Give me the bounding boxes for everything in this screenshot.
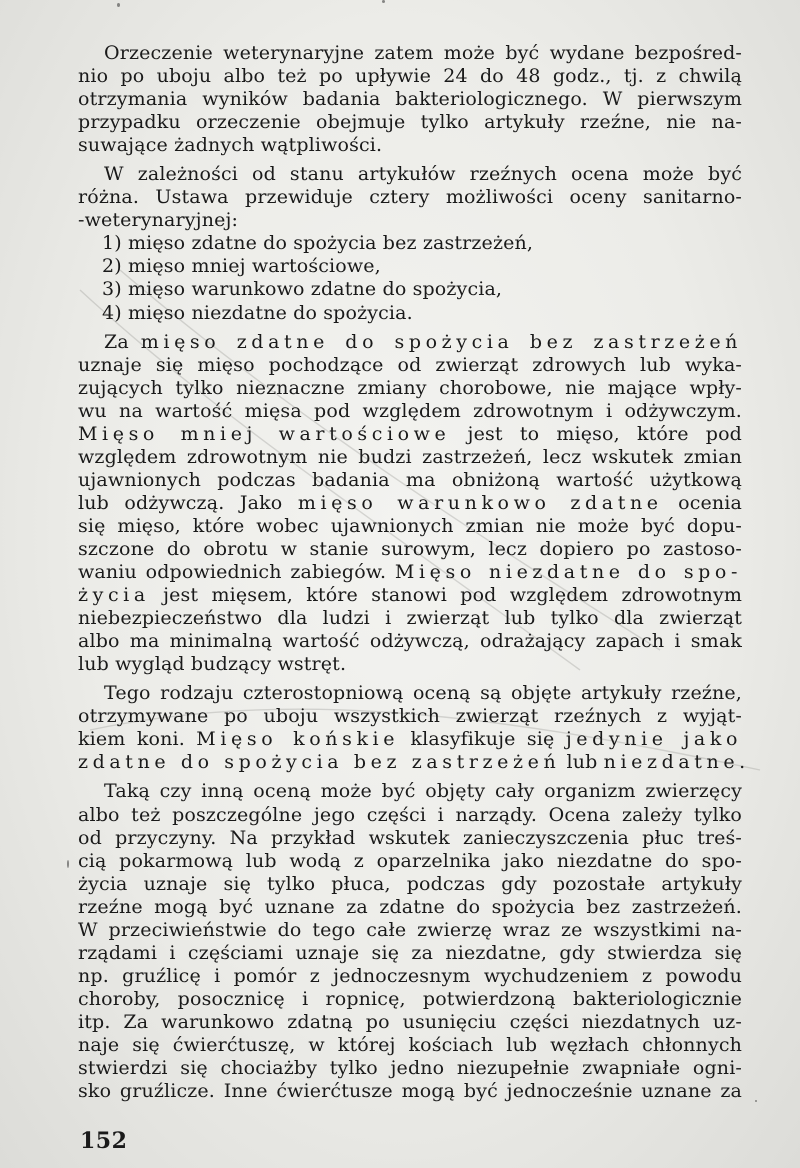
paragraph [78,780,742,1103]
print-speck [755,1100,757,1102]
text-line: Taką czy inną oceną może być objęty cały organizm zwierzęcy [104,780,742,803]
text-line: niebezpieczeństwo dla ludzi i zwierząt lub tylko dla zwierząt [78,607,742,630]
spaced-emphasis: Mięso końskie [196,728,400,751]
print-speck [117,3,120,7]
text-line: uznaje się mięso pochodzące od zwierząt zdrowych lub wyka- [78,353,742,376]
text-line: W przeciwieństwie do tego całe zwierzę wraz ze wszystkimi na- [78,918,742,941]
text-line: otrzymywane po uboju wszystkich zwierząt rzeźnych z wyjąt- [78,705,742,728]
text-line: -weterynaryjnej: [78,209,239,232]
text-segment: lub [560,751,604,774]
text-line: albo ma minimalną wartość odżywczą, odrażający zapach i smak [78,630,742,653]
paragraph [78,42,742,157]
text-segment: jest to mięso, które pod [450,422,742,445]
text-segment: Za [104,330,141,353]
text-line: wu na wartość mięsa pod względem zdrowotnym i odżywczym. [78,399,742,422]
spaced-emphasis: mięso warunkowo zdatne [297,491,663,514]
text-line: np. gruźlicę i pomór z jednoczesnym wychudzeniem z powodu [78,964,742,987]
list-item: 1) mięso zdatne do spożycia bez zastrzeżeń, [102,232,534,255]
text-segment: ocenia [662,491,743,514]
text-line: względem zdrowotnym nie budzi zastrzeżeń, lecz wskutek zmian [78,445,742,468]
text-line: zujących tylko nieznaczne zmiany chorobowe, nie mające wpły- [78,376,742,399]
list-item: 4) mięso niezdatne do spożycia. [102,301,413,324]
list-item: 3) mięso warunkowo zdatne do spożycia, [102,278,503,301]
text-line: rządami i częściami uznaje się za niezdatne, gdy stwierdza się [78,941,742,964]
text-segment: jest mięsem, które stanowi pod względem zdrowotnym [149,584,742,607]
text-line: itp. Za warunkowo zdatną po usunięciu części niezdatnych uz- [78,1010,742,1033]
text-line [78,331,742,354]
text-line: cią pokarmową lub wodą z oparzelnika jako niezdatne do spo- [78,849,742,872]
body-text [78,42,750,1109]
text-segment: lub odżywczą. Jako [78,491,298,514]
text-line: naje się ćwierćtuszę, w której kościach lub węzłach chłonnych [78,1033,742,1056]
text-line [78,751,750,774]
text-line: nio po uboju albo też po upływie 24 do 48 godz., tj. z chwilą [78,65,742,88]
text-line: ujawnionych podczas badania ma obniżoną wartość użytkową [78,468,742,491]
text-line: albo też poszczególne jego części i narządy. Ocena zależy tylko [78,803,742,826]
paragraph [78,163,742,324]
text-line: suwające żadnych wątpliwości. [78,134,383,157]
print-speck [67,860,69,868]
text-line: Tego rodzaju czterostopniową oceną są objęte artykuły rzeźne, [104,682,742,705]
text-line: od przyczyny. Na przykład wskutek zanieczyszczenia płuc treś- [78,826,742,849]
text-line: życia uznaje się tylko płuca, podczas gdy pozostałe artykuły [78,872,742,895]
text-segment: kiem koni. [78,728,197,751]
print-speck [382,0,385,3]
list-item: 2) mięso mniej wartościowe, [102,255,381,278]
text-line: lub wygląd budzący wstręt. [78,653,347,676]
text-line: szczone do obrotu w stanie surowym, lecz dopiero po zastoso- [78,537,742,560]
page-number: 152 [80,1128,128,1154]
text-line [78,584,742,607]
paragraph [78,682,750,774]
spaced-emphasis: zdatne do spożycia bez zastrzeżeń [78,751,561,774]
text-line: rzeźne mogą być uznane za zdatne do spożycia bez zastrzeżeń. [78,895,742,918]
spaced-emphasis: życia [78,584,150,607]
text-line [78,728,742,751]
spaced-emphasis: niezdatne. [603,751,750,774]
text-segment: klasyfikuje się [399,728,566,751]
spaced-emphasis: jedynie jako [565,728,743,751]
text-line [78,561,742,584]
text-line: otrzymania wyników badania bakteriologicznego. W pierwszym [78,88,742,111]
text-line: stwierdzi się chociażby tylko jedno niezupełnie zwapniałe ogni- [78,1057,742,1080]
text-segment: waniu odpowiednich zabiegów. [78,561,395,584]
text-line: różna. Ustawa przewiduje cztery możliwości oceny sanitarno- [78,186,742,209]
text-line: choroby, posocznicę i ropnicę, potwierdzoną bakteriologicznie [78,987,742,1010]
text-line: Orzeczenie weterynaryjne zatem może być wydane bezpośred- [104,42,742,64]
spaced-emphasis: mięso zdatne do spożycia bez zastrzeżeń [140,330,742,353]
paragraph [78,331,742,677]
spaced-emphasis: Mięso mniej wartościowe [78,422,451,445]
text-line [78,492,742,515]
text-line: sko gruźlicze. Inne ćwierćtusze mogą być jednocześnie uznane za [78,1080,742,1103]
spaced-emphasis: Mięso niezdatne do spo- [394,561,742,584]
text-line: W zależności od stanu artykułów rzeźnych ocena może być [104,163,742,186]
text-line: się mięso, które wobec ujawnionych zmian nie może być dopu- [78,514,742,537]
text-line [78,423,742,446]
text-line: przypadku orzeczenie obejmuje tylko artykuły rzeźne, nie na- [78,111,742,134]
